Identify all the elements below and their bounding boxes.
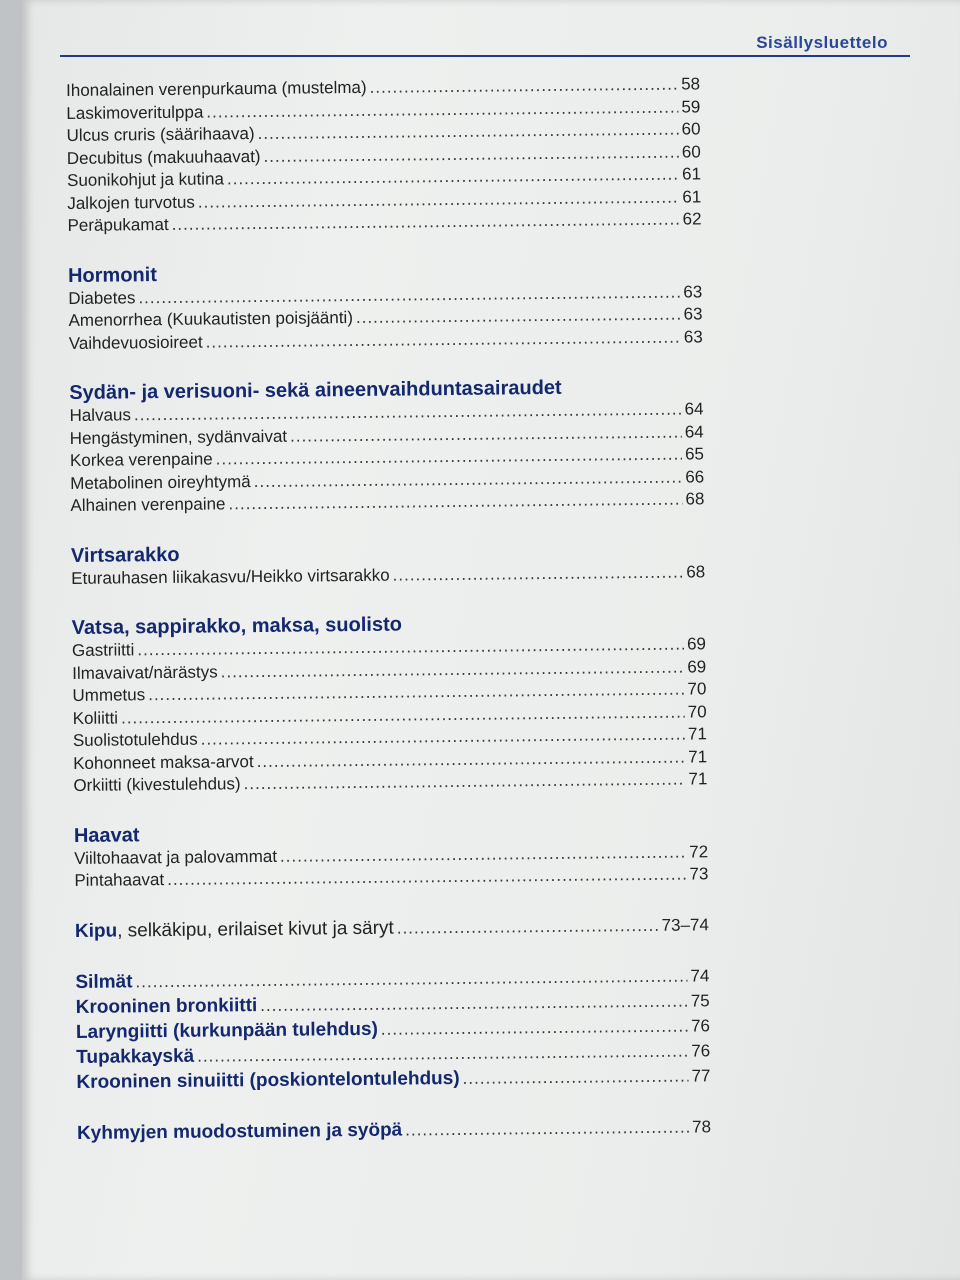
toc-entry: Viiltohaavat ja palovammat ..... 72 bbox=[74, 841, 708, 870]
toc-entry-kipu: Kipu, selkäkipu, erilaiset kivut ja säryt ..... 73–74 bbox=[75, 912, 709, 944]
toc-entry: Amenorrhea (Kuukautisten poisjäänti) ..... 63 bbox=[68, 303, 702, 332]
toc-entry: Hengästyminen, sydänvaivat ..... 64 bbox=[70, 421, 704, 450]
toc-section-sydan bbox=[69, 374, 704, 517]
book-page bbox=[22, 0, 960, 1280]
toc-entry: Suonikohjut ja kutina ..... 61 bbox=[67, 163, 701, 192]
toc-entry-bold: Tupakkayskä ..... 76 bbox=[76, 1038, 710, 1070]
section-heading: Virtsarakko bbox=[70, 543, 180, 567]
toc-entry: Metabolinen oireyhtymä ..... 66 bbox=[70, 466, 704, 495]
section-heading: Sydän- ja verisuoni- sekä aineenvaihduntasairaudet bbox=[69, 376, 562, 404]
toc-entry: Decubitus (makuuhaavat) ..... 60 bbox=[67, 141, 701, 170]
toc-entry: Koliitti ..... 70 bbox=[73, 701, 707, 730]
toc-entry: Eturauhasen liikakasvu/Heikko virtsarakko ..... 68 bbox=[71, 561, 705, 590]
toc-entry: Laskimoveritulppa ..... 59 bbox=[66, 96, 700, 125]
toc-entry: Ihonalainen verenpurkauma (mustelma) ..... 58 bbox=[66, 73, 700, 102]
table-of-contents bbox=[66, 73, 711, 1171]
toc-entry: Alhainen verenpaine ..... 68 bbox=[70, 488, 704, 517]
toc-entry-bold: Krooninen sinuiitti (poskiontelontulehdus) ..... 77 bbox=[76, 1063, 710, 1095]
toc-section-virtsarakko bbox=[71, 537, 705, 590]
toc-section-vatsa bbox=[72, 609, 708, 797]
toc-entry: Vaihdevuosioireet ..... 63 bbox=[69, 326, 703, 355]
toc-entry-bold: Krooninen bronkiitti ..... 75 bbox=[76, 988, 710, 1020]
toc-last-group bbox=[77, 1114, 711, 1146]
section-heading: Haavat bbox=[73, 823, 140, 847]
toc-entry: Diabetes ..... 63 bbox=[68, 281, 702, 310]
toc-entry: Ilmavaivat/närästys ..... 69 bbox=[72, 656, 706, 685]
toc-entry: Ulcus cruris (säärihaava) ..... 60 bbox=[66, 118, 700, 147]
section-heading: Vatsa, sappirakko, maksa, suolisto bbox=[71, 613, 402, 639]
toc-section-haavat bbox=[74, 817, 709, 893]
toc-intro-group bbox=[66, 73, 702, 237]
section-heading: Hormonit bbox=[67, 263, 158, 287]
toc-entry: Peräpukamat ..... 62 bbox=[67, 208, 701, 237]
toc-entry-bold: Laryngiitti (kurkunpään tulehdus) ..... 76 bbox=[76, 1013, 710, 1045]
toc-entry: Gastriitti ..... 69 bbox=[72, 633, 706, 662]
running-header: Sisällysluettelo bbox=[756, 33, 888, 52]
toc-entry: Ummetus ..... 70 bbox=[72, 678, 706, 707]
toc-bold-group bbox=[75, 963, 710, 1095]
toc-entry: Orkiitti (kivestulehdus) ..... 71 bbox=[73, 768, 707, 797]
toc-entry: Korkea verenpaine ..... 65 bbox=[70, 443, 704, 472]
toc-kipu-group bbox=[75, 912, 709, 944]
header-rule bbox=[60, 55, 910, 57]
toc-entry: Halvaus ..... 64 bbox=[69, 398, 703, 427]
toc-entry-bold: Kyhmyjen muodostuminen ja syöpä ..... 78 bbox=[77, 1114, 711, 1146]
toc-entry: Jalkojen turvotus ..... 61 bbox=[67, 186, 701, 215]
toc-section-hormonit bbox=[68, 257, 703, 355]
toc-entry: Kohonneet maksa-arvot ..... 71 bbox=[73, 746, 707, 775]
toc-entry: Suolistotulehdus ..... 71 bbox=[73, 723, 707, 752]
toc-entry-bold: Silmät ..... 74 bbox=[75, 963, 709, 995]
toc-entry: Pintahaavat ..... 73 bbox=[74, 863, 708, 892]
